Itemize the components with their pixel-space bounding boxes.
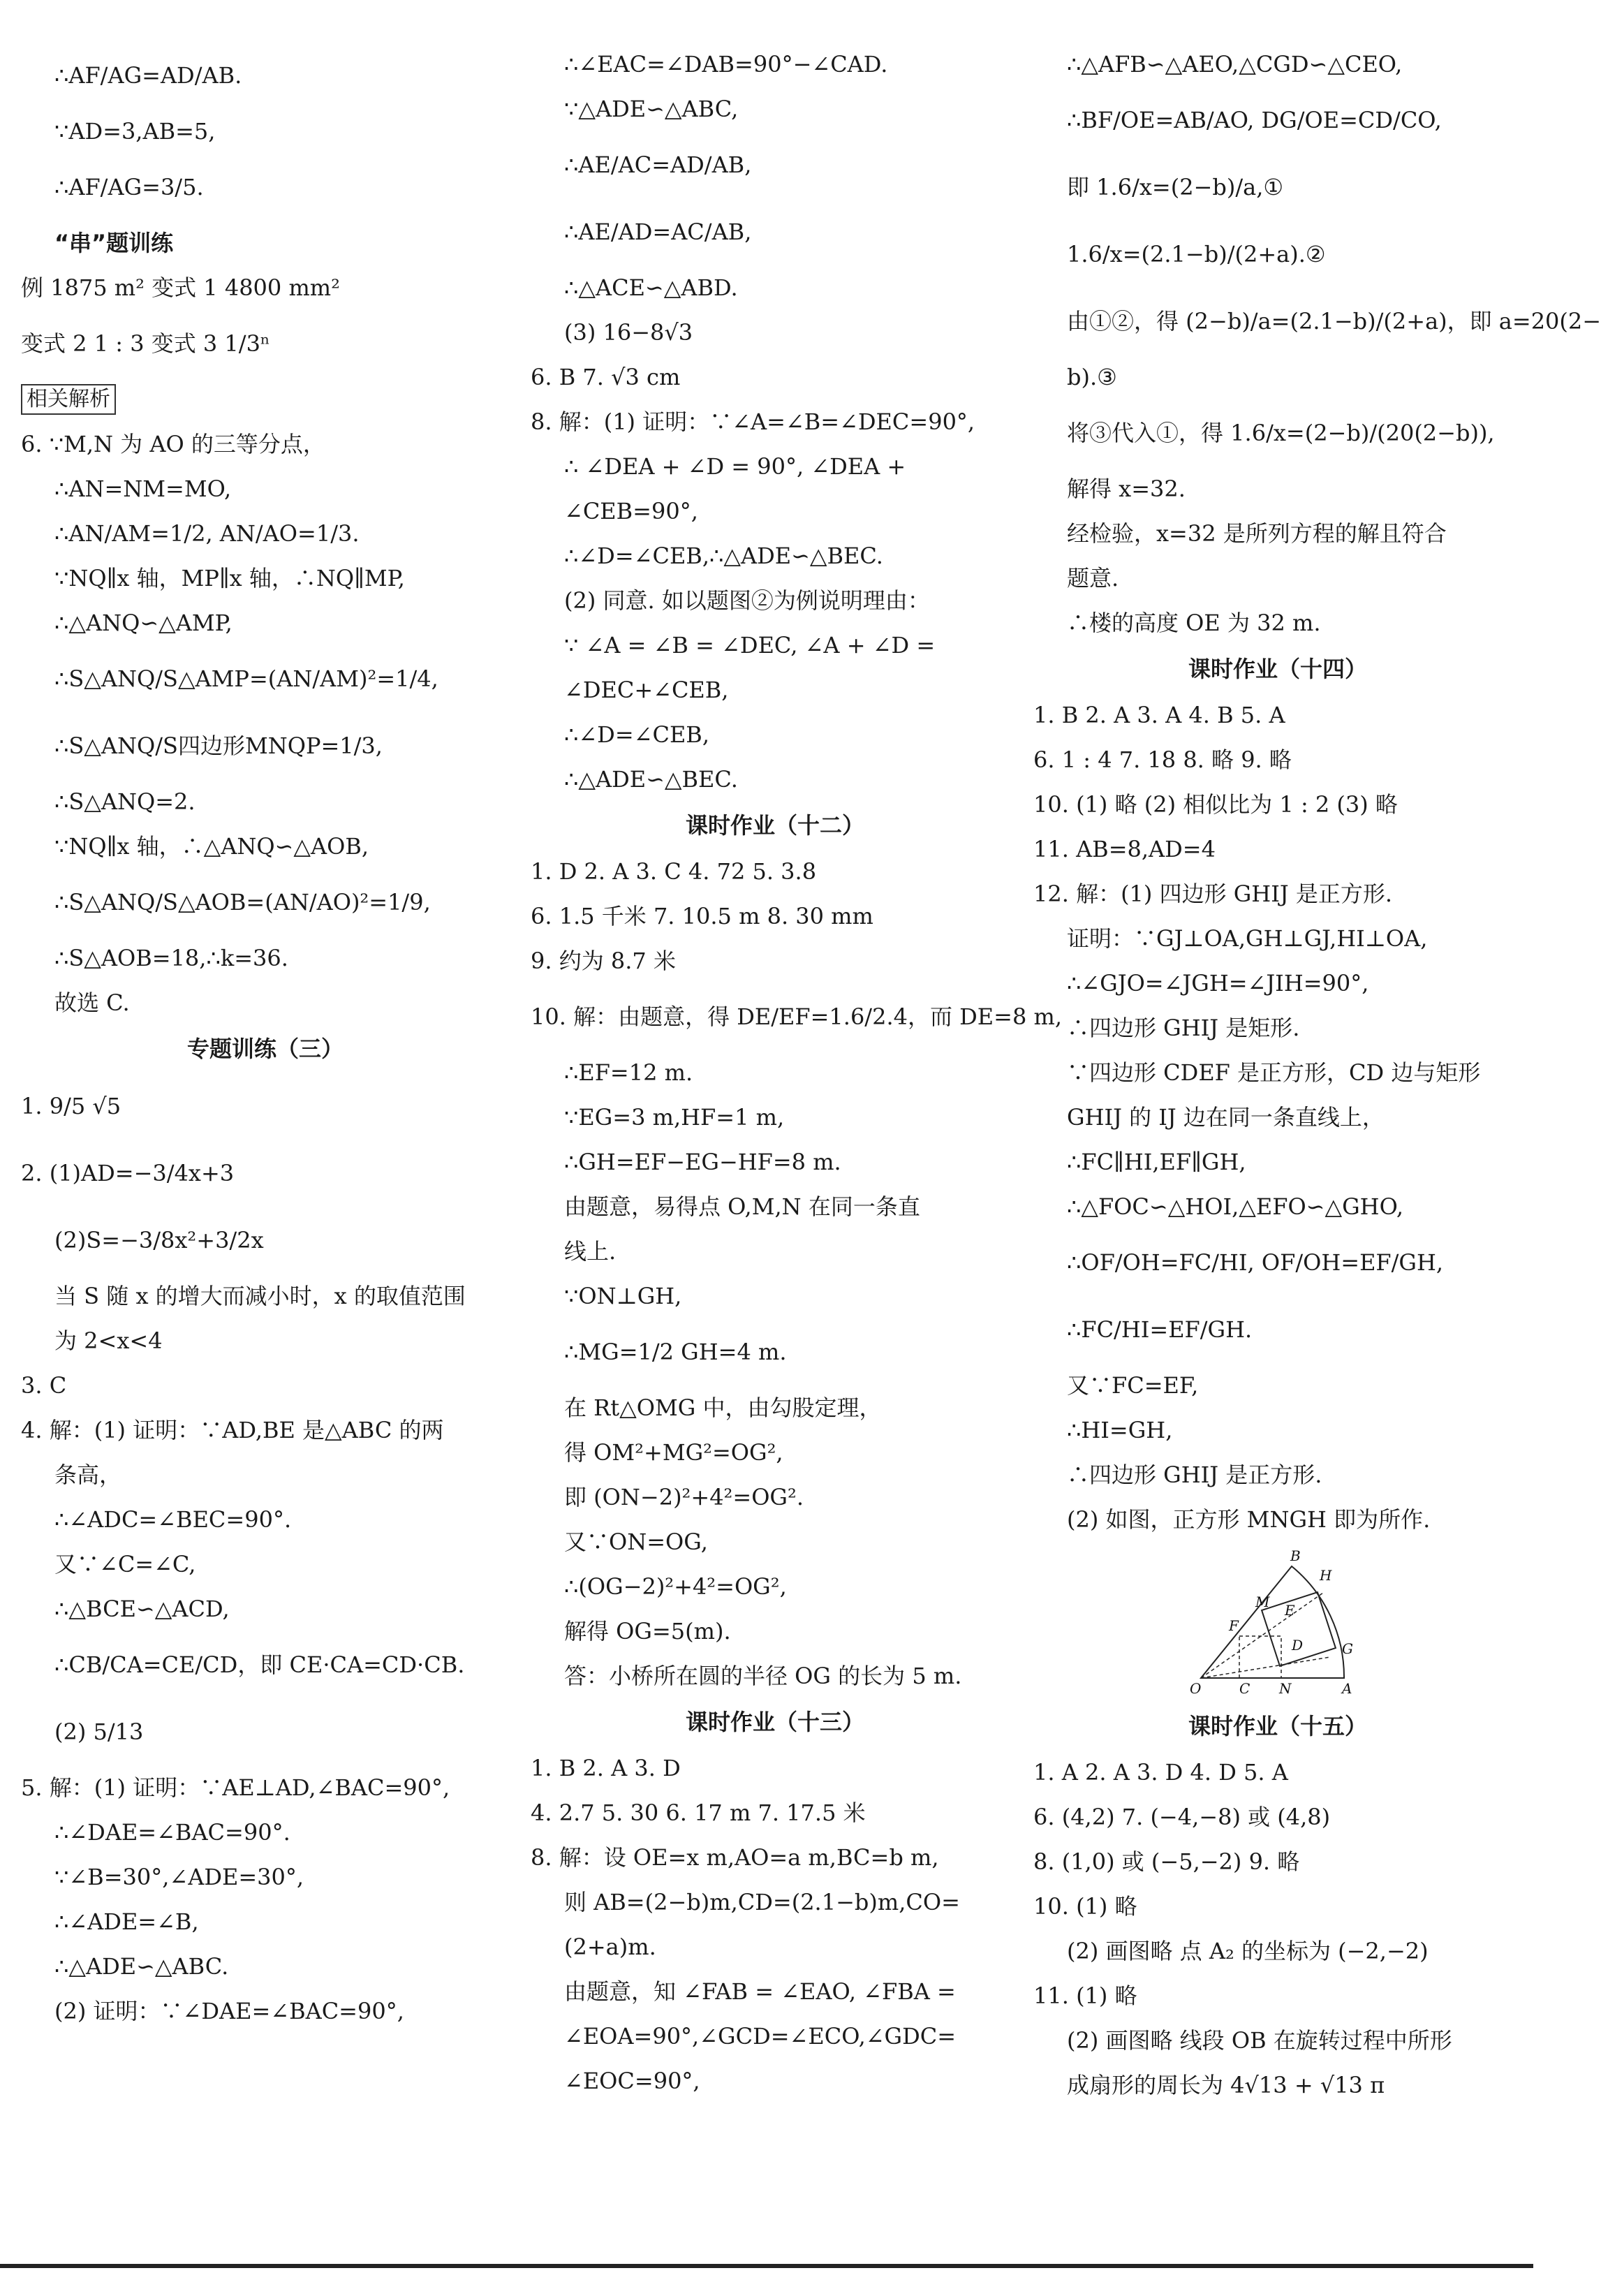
col3-line-6: 将③代入①，得 1.6/x=(2−b)/(20(2−b)), <box>1067 420 1495 446</box>
col2-line-6: 6. B 7. √3 cm <box>531 364 681 390</box>
square-construction-figure <box>1033 1542 1522 1702</box>
col3-line-26: 又∵FC=EF, <box>1067 1372 1199 1399</box>
col1-line-0: ∴AF/AG=AD/AB. <box>54 62 242 89</box>
col2-line-1: ∵△ADE∽△ABC, <box>564 96 739 122</box>
col2-line-0: ∴∠EAC=∠DAB=90°−∠CAD. <box>564 51 888 78</box>
col2-line-20: 10. 解：由题意，得 DE/EF=1.6/2.4，而 DE=8 m, <box>531 1003 1063 1030</box>
col1-line-4: 例 1875 m² 变式 1 4800 mm² <box>21 274 340 301</box>
col2-line-25: 线上. <box>564 1238 617 1265</box>
col2-line-42: ∠EOA=90°,∠GCD=∠ECO,∠GDC= <box>564 2023 957 2050</box>
column-left <box>21 42 510 2033</box>
col3-line-5: b).③ <box>1067 364 1117 390</box>
col3-line-24: ∴OF/OH=FC/HI, OF/OH=EF/GH, <box>1067 1249 1444 1276</box>
col3-line-31: 课时作业（十五） <box>1188 1713 1367 1739</box>
col3-line-14: 10. (1) 略 (2) 相似比为 1 : 2 (3) 略 <box>1033 791 1398 818</box>
col3-line-9: 题意. <box>1067 565 1119 591</box>
col1-line-23: 当 S 随 x 的增大而减小时，x 的取值范围 <box>54 1283 466 1309</box>
col1-line-33: 5. 解：(1) 证明：∵AE⊥AD,∠BAC=90°, <box>21 1774 450 1801</box>
col1-line-21: 2. (1)AD=−3/4x+3 <box>21 1160 235 1186</box>
col1-line-5: 变式 2 1 : 3 变式 3 1/3ⁿ <box>21 330 270 357</box>
label-D: D <box>1292 1637 1304 1654</box>
col2-line-29: 得 OM²+MG²=OG², <box>564 1439 783 1466</box>
col3-line-34: 8. (1,0) 或 (−5,−2) 9. 略 <box>1033 1848 1300 1875</box>
col2-line-16: 课时作业（十二） <box>685 812 864 839</box>
col3-line-27: ∴HI=GH, <box>1067 1417 1173 1443</box>
col2-line-32: ∴(OG−2)²+4²=OG², <box>564 1573 787 1600</box>
col1-line-15: ∵NQ∥x 轴，∴△ANQ∽△AOB, <box>54 833 369 860</box>
col3-line-18: ∴∠GJO=∠JGH=∠JIH=90°, <box>1067 970 1369 996</box>
col2-line-12: ∵ ∠A = ∠B = ∠DEC, ∠A + ∠D = <box>564 632 936 658</box>
col2-line-11: (2) 同意. 如以题图②为例说明理由： <box>564 587 930 614</box>
col2-line-22: ∵EG=3 m,HF=1 m, <box>564 1104 785 1131</box>
col2-line-40: (2+a)m. <box>564 1934 656 1960</box>
col2-line-43: ∠EOC=90°, <box>564 2068 700 2094</box>
bottom-rule <box>0 2264 1533 2268</box>
col2-line-15: ∴△ADE∽△BEC. <box>564 766 738 793</box>
col2-line-31: 又∵ON=OG, <box>564 1529 708 1555</box>
col2-line-19: 9. 约为 8.7 米 <box>531 948 676 974</box>
col3-line-25: ∴FC/HI=EF/GH. <box>1067 1316 1253 1343</box>
col2-line-18: 6. 1.5 千米 7. 10.5 m 8. 30 mm <box>531 903 873 929</box>
col2-line-39: 则 AB=(2−b)m,CD=(2.1−b)m,CO= <box>564 1889 960 1915</box>
col2-line-38: 8. 解：设 OE=x m,AO=a m,BC=b m, <box>531 1844 939 1871</box>
col2-line-14: ∴∠D=∠CEB, <box>564 721 709 748</box>
col2-line-8: ∴ ∠DEA + ∠D = 90°, ∠DEA + <box>564 453 906 480</box>
col1-line-35: ∵∠B=30°,∠ADE=30°, <box>54 1864 304 1890</box>
col1-line-22: (2)S=−3/8x²+3/2x <box>54 1227 264 1253</box>
col1-line-29: 又∵∠C=∠C, <box>54 1551 196 1577</box>
col3-line-3: 1.6/x=(2.1−b)/(2+a).② <box>1067 241 1326 267</box>
label-O: O <box>1190 1680 1202 1697</box>
label-B: B <box>1290 1547 1301 1564</box>
col2-line-10: ∴∠D=∠CEB,∴△ADE∽△BEC. <box>564 543 883 569</box>
col3-line-16: 12. 解：(1) 四边形 GHIJ 是正方形. <box>1033 881 1393 907</box>
col3-line-1: ∴BF/OE=AB/AO, DG/OE=CD/CO, <box>1067 107 1442 133</box>
col3-line-4: 由①②，得 (2−b)/a=(2.1−b)/(2+a)，即 a=20(2− <box>1067 308 1601 334</box>
col2-line-36: 1. B 2. A 3. D <box>531 1755 681 1781</box>
col1-line-26: 4. 解：(1) 证明：∵AD,BE 是△ABC 的两 <box>21 1417 444 1443</box>
col2-line-3: ∴AE/AD=AC/AB, <box>564 219 752 245</box>
col2-line-24: 由题意，易得点 O,M,N 在同一条直 <box>564 1193 920 1220</box>
label-A: A <box>1342 1680 1352 1697</box>
col3-line-36: (2) 画图略 点 A₂ 的坐标为 (−2,−2) <box>1067 1938 1429 1964</box>
col2-line-34: 答：小桥所在圆的半径 OG 的长为 5 m. <box>564 1663 962 1689</box>
col3-line-15: 11. AB=8,AD=4 <box>1033 836 1216 862</box>
col1-line-16: ∴S△ANQ/S△AOB=(AN/AO)²=1/9, <box>54 889 431 915</box>
col3-line-28: ∴四边形 GHIJ 是正方形. <box>1067 1462 1322 1488</box>
col1-line-36: ∴∠ADE=∠B, <box>54 1908 199 1935</box>
col3-line-13: 6. 1 : 4 7. 18 8. 略 9. 略 <box>1033 746 1292 773</box>
col3-line-29: (2) 如图，正方形 MNGH 即为所作. <box>1067 1506 1431 1533</box>
col1-line-2: ∴AF/AG=3/5. <box>54 174 204 200</box>
col2-line-13: ∠DEC+∠CEB, <box>564 677 729 703</box>
col1-line-34: ∴∠DAE=∠BAC=90°. <box>54 1819 290 1846</box>
col2-line-2: ∴AE/AC=AD/AB, <box>564 152 752 178</box>
col1-line-32: (2) 5/13 <box>54 1719 144 1745</box>
col1-line-7: 6. ∵M,N 为 AO 的三等分点， <box>21 431 325 457</box>
col1-line-13: ∴S△ANQ/S四边形MNQP=1/3, <box>54 733 383 759</box>
col1-line-19: 专题训练（三） <box>186 1036 344 1062</box>
col1-line-28: ∴∠ADC=∠BEC=90°. <box>54 1506 292 1533</box>
label-F: F <box>1229 1617 1239 1634</box>
col2-line-7: 8. 解：(1) 证明：∵∠A=∠B=∠DEC=90°, <box>531 409 975 435</box>
col3-line-10: ∴楼的高度 OE 为 32 m. <box>1067 610 1321 636</box>
label-N: N <box>1279 1680 1292 1697</box>
col2-line-37: 4. 2.7 5. 30 6. 17 m 7. 17.5 米 <box>531 1800 866 1826</box>
col3-line-0: ∴△AFB∽△AEO,△CGD∽△CEO, <box>1067 51 1403 78</box>
col1-line-27: 条高， <box>54 1462 122 1488</box>
col1-line-11: ∴△ANQ∽△AMP, <box>54 610 233 636</box>
col3-line-38: (2) 画图略 线段 OB 在旋转过程中所形 <box>1067 2027 1452 2054</box>
col2-line-41: 由题意，知 ∠FAB = ∠EAO, ∠FBA = <box>564 1978 956 2005</box>
col3-line-17: 证明：∵GJ⊥OA,GH⊥GJ,HI⊥OA, <box>1067 925 1428 952</box>
col3-line-22: ∴FC∥HI,EF∥GH, <box>1067 1149 1246 1175</box>
col3-line-2: 即 1.6/x=(2−b)/a,① <box>1067 174 1284 200</box>
col3-line-23: ∴△FOC∽△HOI,△EFO∽△GHO, <box>1067 1193 1404 1220</box>
col2-line-4: ∴△ACE∽△ABD. <box>564 274 738 301</box>
col3-line-21: GHIJ 的 IJ 边在同一条直线上， <box>1067 1104 1385 1131</box>
col2-line-35: 课时作业（十三） <box>685 1709 864 1735</box>
label-G: G <box>1342 1640 1353 1657</box>
label-H: H <box>1320 1567 1332 1584</box>
col1-line-31: ∴CB/CA=CE/CD，即 CE·CA=CD·CB. <box>54 1651 465 1678</box>
col1-line-14: ∴S△ANQ=2. <box>54 788 195 815</box>
col3-line-7: 解得 x=32. <box>1067 476 1186 502</box>
col1-line-1: ∵AD=3,AB=5, <box>54 118 216 145</box>
col3-line-20: ∵四边形 CDEF 是正方形，CD 边与矩形 <box>1067 1059 1481 1086</box>
sector-figure-svg <box>1187 1545 1368 1699</box>
col3-line-11: 课时作业（十四） <box>1188 656 1367 682</box>
col3-line-37: 11. (1) 略 <box>1033 1982 1137 2009</box>
col1-line-3: “串”题训练 <box>54 230 174 256</box>
col1-line-38: (2) 证明：∵∠DAE=∠BAC=90°, <box>54 1998 404 2024</box>
col1-line-9: ∴AN/AM=1/2, AN/AO=1/3. <box>54 520 360 547</box>
col3-line-19: ∴四边形 GHIJ 是矩形. <box>1067 1015 1300 1041</box>
section-tag: 相关解析 <box>21 384 116 415</box>
col3-line-33: 6. (4,2) 7. (−4,−8) 或 (4,8) <box>1033 1804 1331 1830</box>
col2-line-17: 1. D 2. A 3. C 4. 72 5. 3.8 <box>531 858 817 885</box>
col1-line-18: 故选 C. <box>54 989 130 1016</box>
col1-line-12: ∴S△ANQ/S△AMP=(AN/AM)²=1/4, <box>54 665 438 692</box>
col2-line-30: 即 (ON−2)²+4²=OG². <box>564 1484 804 1510</box>
col1-line-8: ∴AN=NM=MO, <box>54 476 232 502</box>
col3-line-32: 1. A 2. A 3. D 4. D 5. A <box>1033 1759 1288 1786</box>
col1-line-10: ∵NQ∥x 轴，MP∥x 轴，∴NQ∥MP, <box>54 565 405 591</box>
col1-line-30: ∴△BCE∽△ACD, <box>54 1596 230 1622</box>
col2-line-5: (3) 16−8√3 <box>564 319 693 346</box>
col3-line-8: 经检验，x=32 是所列方程的解且符合 <box>1067 520 1447 547</box>
col2-line-33: 解得 OG=5(m). <box>564 1618 731 1644</box>
col3-line-12: 1. B 2. A 3. A 4. B 5. A <box>1033 702 1285 728</box>
column-right <box>1033 42 1601 2107</box>
col3-line-39: 成扇形的周长为 4√13 + √13 π <box>1067 2072 1385 2098</box>
col2-line-21: ∴EF=12 m. <box>564 1059 693 1086</box>
col1-line-6 <box>21 377 510 422</box>
column-middle <box>531 42 1063 2103</box>
col2-line-27: ∴MG=1/2 GH=4 m. <box>564 1339 787 1365</box>
label-C: C <box>1239 1680 1250 1697</box>
col1-line-37: ∴△ADE∽△ABC. <box>54 1953 229 1980</box>
col3-line-35: 10. (1) 略 <box>1033 1893 1137 1920</box>
col1-line-17: ∴S△AOB=18,∴k=36. <box>54 945 288 971</box>
col1-line-20: 1. 9/5 √5 <box>21 1093 121 1119</box>
col1-line-24: 为 2<x<4 <box>54 1327 163 1354</box>
col1-line-25: 3. C <box>21 1372 67 1399</box>
col2-line-9: ∠CEB=90°, <box>564 498 698 524</box>
col2-line-28: 在 Rt△OMG 中，由勾股定理， <box>564 1394 882 1421</box>
label-E: E <box>1285 1602 1295 1619</box>
label-M: M <box>1255 1594 1270 1610</box>
col2-line-23: ∴GH=EF−EG−HF=8 m. <box>564 1149 841 1175</box>
col2-line-26: ∵ON⊥GH, <box>564 1283 682 1309</box>
